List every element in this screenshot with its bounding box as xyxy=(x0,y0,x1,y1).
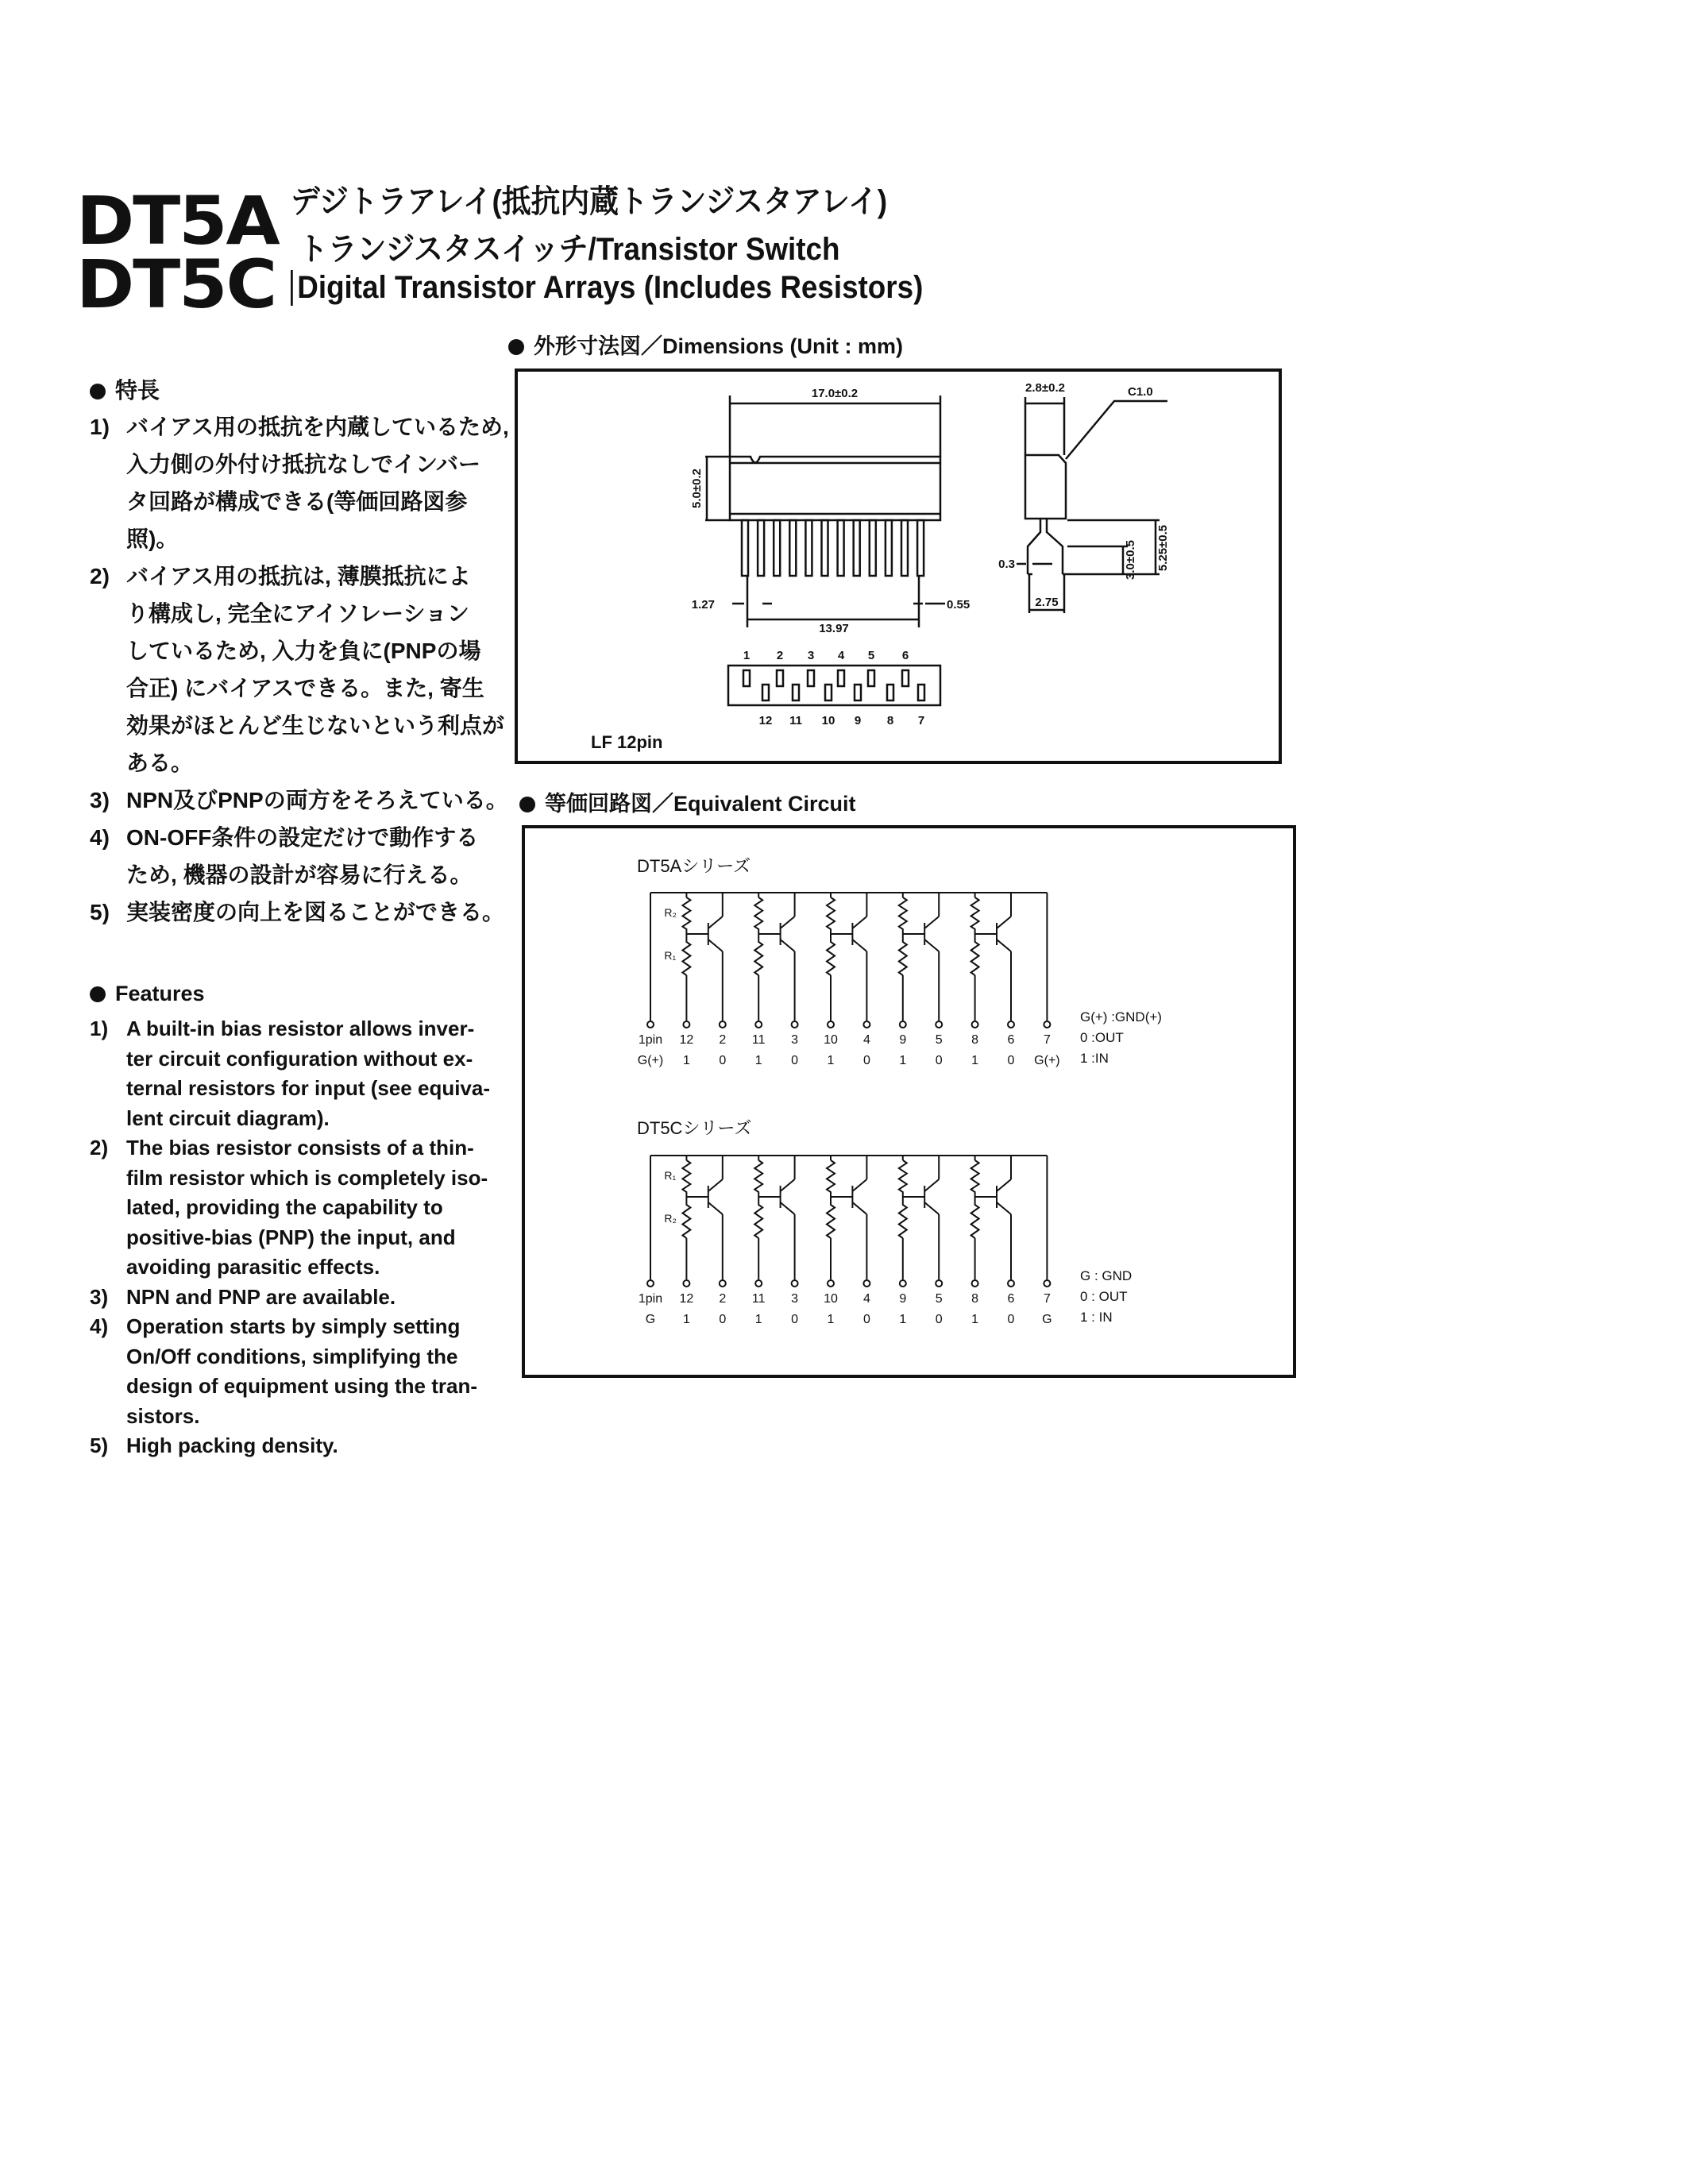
package-pin xyxy=(774,520,780,576)
pin-terminal xyxy=(792,1021,798,1028)
pin-role: 0 xyxy=(791,1054,799,1067)
pin-number-top: 5 xyxy=(867,649,875,662)
feature-line: 実装密度の向上を図ることができる。 xyxy=(126,900,505,924)
pin-role: G xyxy=(1042,1313,1052,1326)
pin-terminal xyxy=(683,1021,689,1028)
footprint-pad xyxy=(902,670,909,686)
pin-label: 5 xyxy=(935,1033,943,1047)
feature-line: A built-in bias resistor allows inver- xyxy=(126,1017,475,1040)
pin-terminal xyxy=(936,1021,942,1028)
resistor-label: R₂ xyxy=(664,1212,677,1225)
dim-lead-b-label: 5.25±0.5 xyxy=(1156,524,1170,572)
pin-number-bottom: 12 xyxy=(758,714,773,727)
pin-number-top: 6 xyxy=(901,649,909,662)
pin-terminal xyxy=(863,1280,870,1287)
title-en: Digital Transistor Arrays (Includes Resistors) xyxy=(291,270,923,306)
pin-label: 2 xyxy=(719,1292,727,1306)
feature-line: バイアス用の抵抗は, 薄膜抵抗によ xyxy=(126,564,471,588)
pin-label: 8 xyxy=(971,1292,979,1306)
pin-label: 1pin xyxy=(638,1292,663,1306)
pin-terminal xyxy=(1008,1021,1014,1028)
circuit-dt5a xyxy=(637,856,1162,1067)
heading-text: 特長 xyxy=(115,378,160,403)
pin-terminal xyxy=(647,1280,654,1287)
package-pin xyxy=(854,520,860,576)
pin-role: 0 xyxy=(719,1313,727,1326)
footprint-pad xyxy=(868,670,874,686)
pin-number-top: 3 xyxy=(807,649,815,662)
heading-text: 外形寸法図／Dimensions (Unit : mm) xyxy=(534,334,904,358)
feature-line: The bias resistor consists of a thin- xyxy=(126,1136,474,1160)
package-pin xyxy=(838,520,844,576)
series-label: DT5Aシリーズ xyxy=(637,856,751,876)
pin-terminal xyxy=(792,1280,798,1287)
feature-line: Operation starts by simply setting xyxy=(126,1314,461,1338)
pin-terminal xyxy=(828,1280,834,1287)
pin-label: 3 xyxy=(791,1292,799,1306)
legend-entry: G : GND xyxy=(1080,1268,1133,1283)
pin-label: 4 xyxy=(862,1292,870,1306)
package-label: LF 12pin xyxy=(591,732,663,752)
dim-lead-thickness-label: 0.3 xyxy=(998,558,1015,571)
heading-text: Features xyxy=(115,982,205,1005)
feature-line: positive-bias (PNP) the input, and xyxy=(126,1225,456,1249)
pin-role: 0 xyxy=(862,1313,870,1326)
pin-number-bottom: 8 xyxy=(886,714,894,727)
feature-line: ある。 xyxy=(126,751,194,775)
package-body xyxy=(730,457,940,520)
series-label: DT5Cシリーズ xyxy=(637,1118,752,1138)
dim-pitch-label: 1.27 xyxy=(691,598,715,612)
model-dt5c: DT5C xyxy=(76,245,276,323)
pin-label: 10 xyxy=(824,1033,838,1047)
pin-role: 0 xyxy=(1007,1054,1015,1067)
pin-label: 7 xyxy=(1043,1033,1051,1047)
legend-entry: 1 : IN xyxy=(1080,1310,1113,1325)
pin-role: 0 xyxy=(935,1054,943,1067)
pin-role: 0 xyxy=(862,1054,870,1067)
package-pin xyxy=(742,520,748,576)
feature-line: タ回路が構成できる(等価回路図参 xyxy=(126,489,468,514)
pin-label: 11 xyxy=(751,1033,766,1047)
chamfer-leader xyxy=(1066,401,1167,459)
feature-number: 3) xyxy=(90,788,110,812)
feature-line: ON-OFF条件の設定だけで動作する xyxy=(126,825,479,850)
legend-entry: 1 :IN xyxy=(1080,1051,1109,1066)
package-pin xyxy=(789,520,796,576)
pin-terminal xyxy=(647,1021,654,1028)
side-leads xyxy=(1028,519,1067,574)
pin-group xyxy=(742,520,924,576)
chamfer-label: C1.0 xyxy=(1128,385,1153,399)
pin-role: 1 xyxy=(899,1313,907,1326)
pin-role: 1 xyxy=(682,1313,690,1326)
pin-role: 1 xyxy=(971,1054,979,1067)
pin-role: 0 xyxy=(1007,1313,1015,1326)
pin-label: 7 xyxy=(1043,1292,1051,1306)
pin-label: 5 xyxy=(935,1292,943,1306)
feature-line: り構成し, 完全にアイソレーション xyxy=(126,601,469,626)
feature-line: しているため, 入力を負に(PNPの場 xyxy=(126,639,481,663)
pin-label: 11 xyxy=(751,1292,766,1306)
pin-terminal xyxy=(755,1021,762,1028)
pin-role: G(+) xyxy=(1034,1054,1060,1067)
feature-number: 5) xyxy=(90,900,110,924)
footprint-pad xyxy=(743,670,750,686)
pin-label: 6 xyxy=(1007,1033,1015,1047)
pin-number-bottom: 9 xyxy=(854,714,862,727)
pin-label: 3 xyxy=(791,1033,799,1047)
dim-lead-spacing-label: 2.75 xyxy=(1035,596,1059,609)
feature-line: avoiding parasitic effects. xyxy=(126,1255,380,1279)
footprint-pad xyxy=(918,685,924,700)
feature-line: lated, providing the capability to xyxy=(126,1195,443,1219)
pin-number-top: 1 xyxy=(743,649,751,662)
feature-number: 4) xyxy=(90,825,110,850)
title-jp: デジトラアレイ(抵抗内蔵トランジスタアレイ) xyxy=(291,184,888,219)
pin-number-top: 4 xyxy=(837,649,845,662)
package-pin xyxy=(901,520,908,576)
pin-label: 1pin xyxy=(638,1033,663,1047)
pin-label: 2 xyxy=(719,1033,727,1047)
pin-role: 1 xyxy=(899,1054,907,1067)
footprint-pad xyxy=(855,685,861,700)
pin-number-bottom: 10 xyxy=(821,714,835,727)
feature-number: 4) xyxy=(90,1314,109,1338)
feature-line: 効果がほとんど生じないという利点が xyxy=(126,713,505,738)
heading-text: 等価回路図／Equivalent Circuit xyxy=(545,792,856,816)
title-switch: トランジスタスイッチ/Transistor Switch xyxy=(299,232,840,267)
circuit-heading xyxy=(519,786,856,817)
pin-role: 1 xyxy=(971,1313,979,1326)
pin-number-bottom: 7 xyxy=(917,714,925,727)
dim-length-label: 17.0±0.2 xyxy=(811,387,859,400)
pin-terminal xyxy=(863,1021,870,1028)
package-pin xyxy=(822,520,828,576)
pin-terminal xyxy=(900,1280,906,1287)
pin-terminal xyxy=(1008,1280,1014,1287)
pin-role: 1 xyxy=(682,1054,690,1067)
pin-terminal xyxy=(1044,1021,1050,1028)
feature-number: 2) xyxy=(90,1136,109,1160)
feature-line: sistors. xyxy=(126,1403,200,1428)
dim-thickness-label: 2.8±0.2 xyxy=(1025,381,1065,395)
pin-terminal xyxy=(828,1021,834,1028)
feature-line: design of equipment using the tran- xyxy=(126,1374,477,1398)
footprint-pads xyxy=(743,670,924,700)
legend-entry: G(+) :GND(+) xyxy=(1080,1009,1162,1024)
footprint-pad xyxy=(793,685,799,700)
pin-terminal xyxy=(900,1021,906,1028)
legend-entry: 0 :OUT xyxy=(1080,1030,1124,1045)
pin-label: 8 xyxy=(971,1033,979,1047)
feature-number: 1) xyxy=(90,415,110,439)
pin-terminal xyxy=(1044,1280,1050,1287)
package-pin xyxy=(805,520,812,576)
pin-role: 1 xyxy=(754,1054,762,1067)
package-pin xyxy=(917,520,924,576)
pin-terminal xyxy=(972,1280,978,1287)
pin-terminal xyxy=(720,1280,726,1287)
pin-role: 0 xyxy=(719,1054,727,1067)
feature-number: 5) xyxy=(90,1433,109,1457)
dim-span-label: 13.97 xyxy=(819,622,849,635)
footprint-pad xyxy=(825,685,832,700)
feature-line: ため, 機器の設計が容易に行える。 xyxy=(126,862,473,887)
feature-line: バイアス用の抵抗を内蔵しているため, xyxy=(126,415,509,439)
pin-terminal xyxy=(936,1280,942,1287)
feature-line: film resistor which is completely iso- xyxy=(126,1165,488,1190)
pin-role: G(+) xyxy=(637,1054,664,1067)
resistor-label: R₂ xyxy=(664,906,677,919)
resistor-label: R₁ xyxy=(664,1169,677,1182)
pin-number-top: 2 xyxy=(776,649,784,662)
pin-label: 4 xyxy=(862,1033,870,1047)
pin-label: 9 xyxy=(899,1292,907,1306)
pin-label: 9 xyxy=(899,1033,907,1047)
package-pin xyxy=(870,520,876,576)
feature-line: lent circuit diagram). xyxy=(126,1106,330,1130)
package-pin xyxy=(886,520,892,576)
feature-number: 2) xyxy=(90,564,110,588)
footprint-pad xyxy=(777,670,783,686)
feature-line: NPN及びPNPの両方をそろえている。 xyxy=(126,788,508,812)
pin-terminal xyxy=(683,1280,689,1287)
pin-terminal xyxy=(720,1021,726,1028)
feature-line: ternal resistors for input (see equiva- xyxy=(126,1076,491,1100)
dim-pin-width-label: 0.55 xyxy=(947,598,970,612)
pin-label: 10 xyxy=(824,1292,838,1306)
resistor-label: R₁ xyxy=(664,949,677,962)
legend-entry: 0 : OUT xyxy=(1080,1289,1128,1304)
footprint-pad xyxy=(838,670,844,686)
pin-role: 0 xyxy=(791,1313,799,1326)
dim-height-label: 5.0±0.2 xyxy=(690,469,704,508)
feature-line: ter circuit configuration without ex- xyxy=(126,1046,473,1071)
feature-number: 1) xyxy=(90,1017,109,1040)
pin-number-bottom: 11 xyxy=(789,714,802,727)
feature-line: On/Off conditions, simplifying the xyxy=(126,1344,458,1368)
footprint-pad xyxy=(762,685,769,700)
pin-role: G xyxy=(645,1313,656,1326)
pin-role: 1 xyxy=(754,1313,762,1326)
package-pin xyxy=(758,520,764,576)
footprint-pad xyxy=(887,685,893,700)
pin-role: 1 xyxy=(827,1054,835,1067)
pin-terminal xyxy=(972,1021,978,1028)
footprint-pad xyxy=(808,670,814,686)
pin-terminal xyxy=(755,1280,762,1287)
bullet-icon xyxy=(519,797,535,812)
pin-label: 12 xyxy=(679,1033,694,1047)
dim-lead-a-label: 3.0±0.5 xyxy=(1124,540,1137,580)
side-body xyxy=(1025,455,1066,519)
pin-role: 1 xyxy=(827,1313,835,1326)
feature-line: NPN and PNP are available. xyxy=(126,1284,396,1309)
model-dt5a: DT5A xyxy=(76,182,279,260)
feature-line: 合正) にバイアスできる。また, 寄生 xyxy=(126,676,484,700)
circuit-dt5c xyxy=(637,1118,1132,1326)
pin-label: 12 xyxy=(679,1292,694,1306)
feature-line: 照)。 xyxy=(126,527,179,551)
pin-label: 6 xyxy=(1007,1292,1015,1306)
feature-number: 3) xyxy=(90,1284,109,1309)
feature-line: High packing density. xyxy=(126,1433,338,1457)
pin-role: 0 xyxy=(935,1313,943,1326)
feature-line: 入力側の外付け抵抗なしでインバー xyxy=(126,452,481,477)
